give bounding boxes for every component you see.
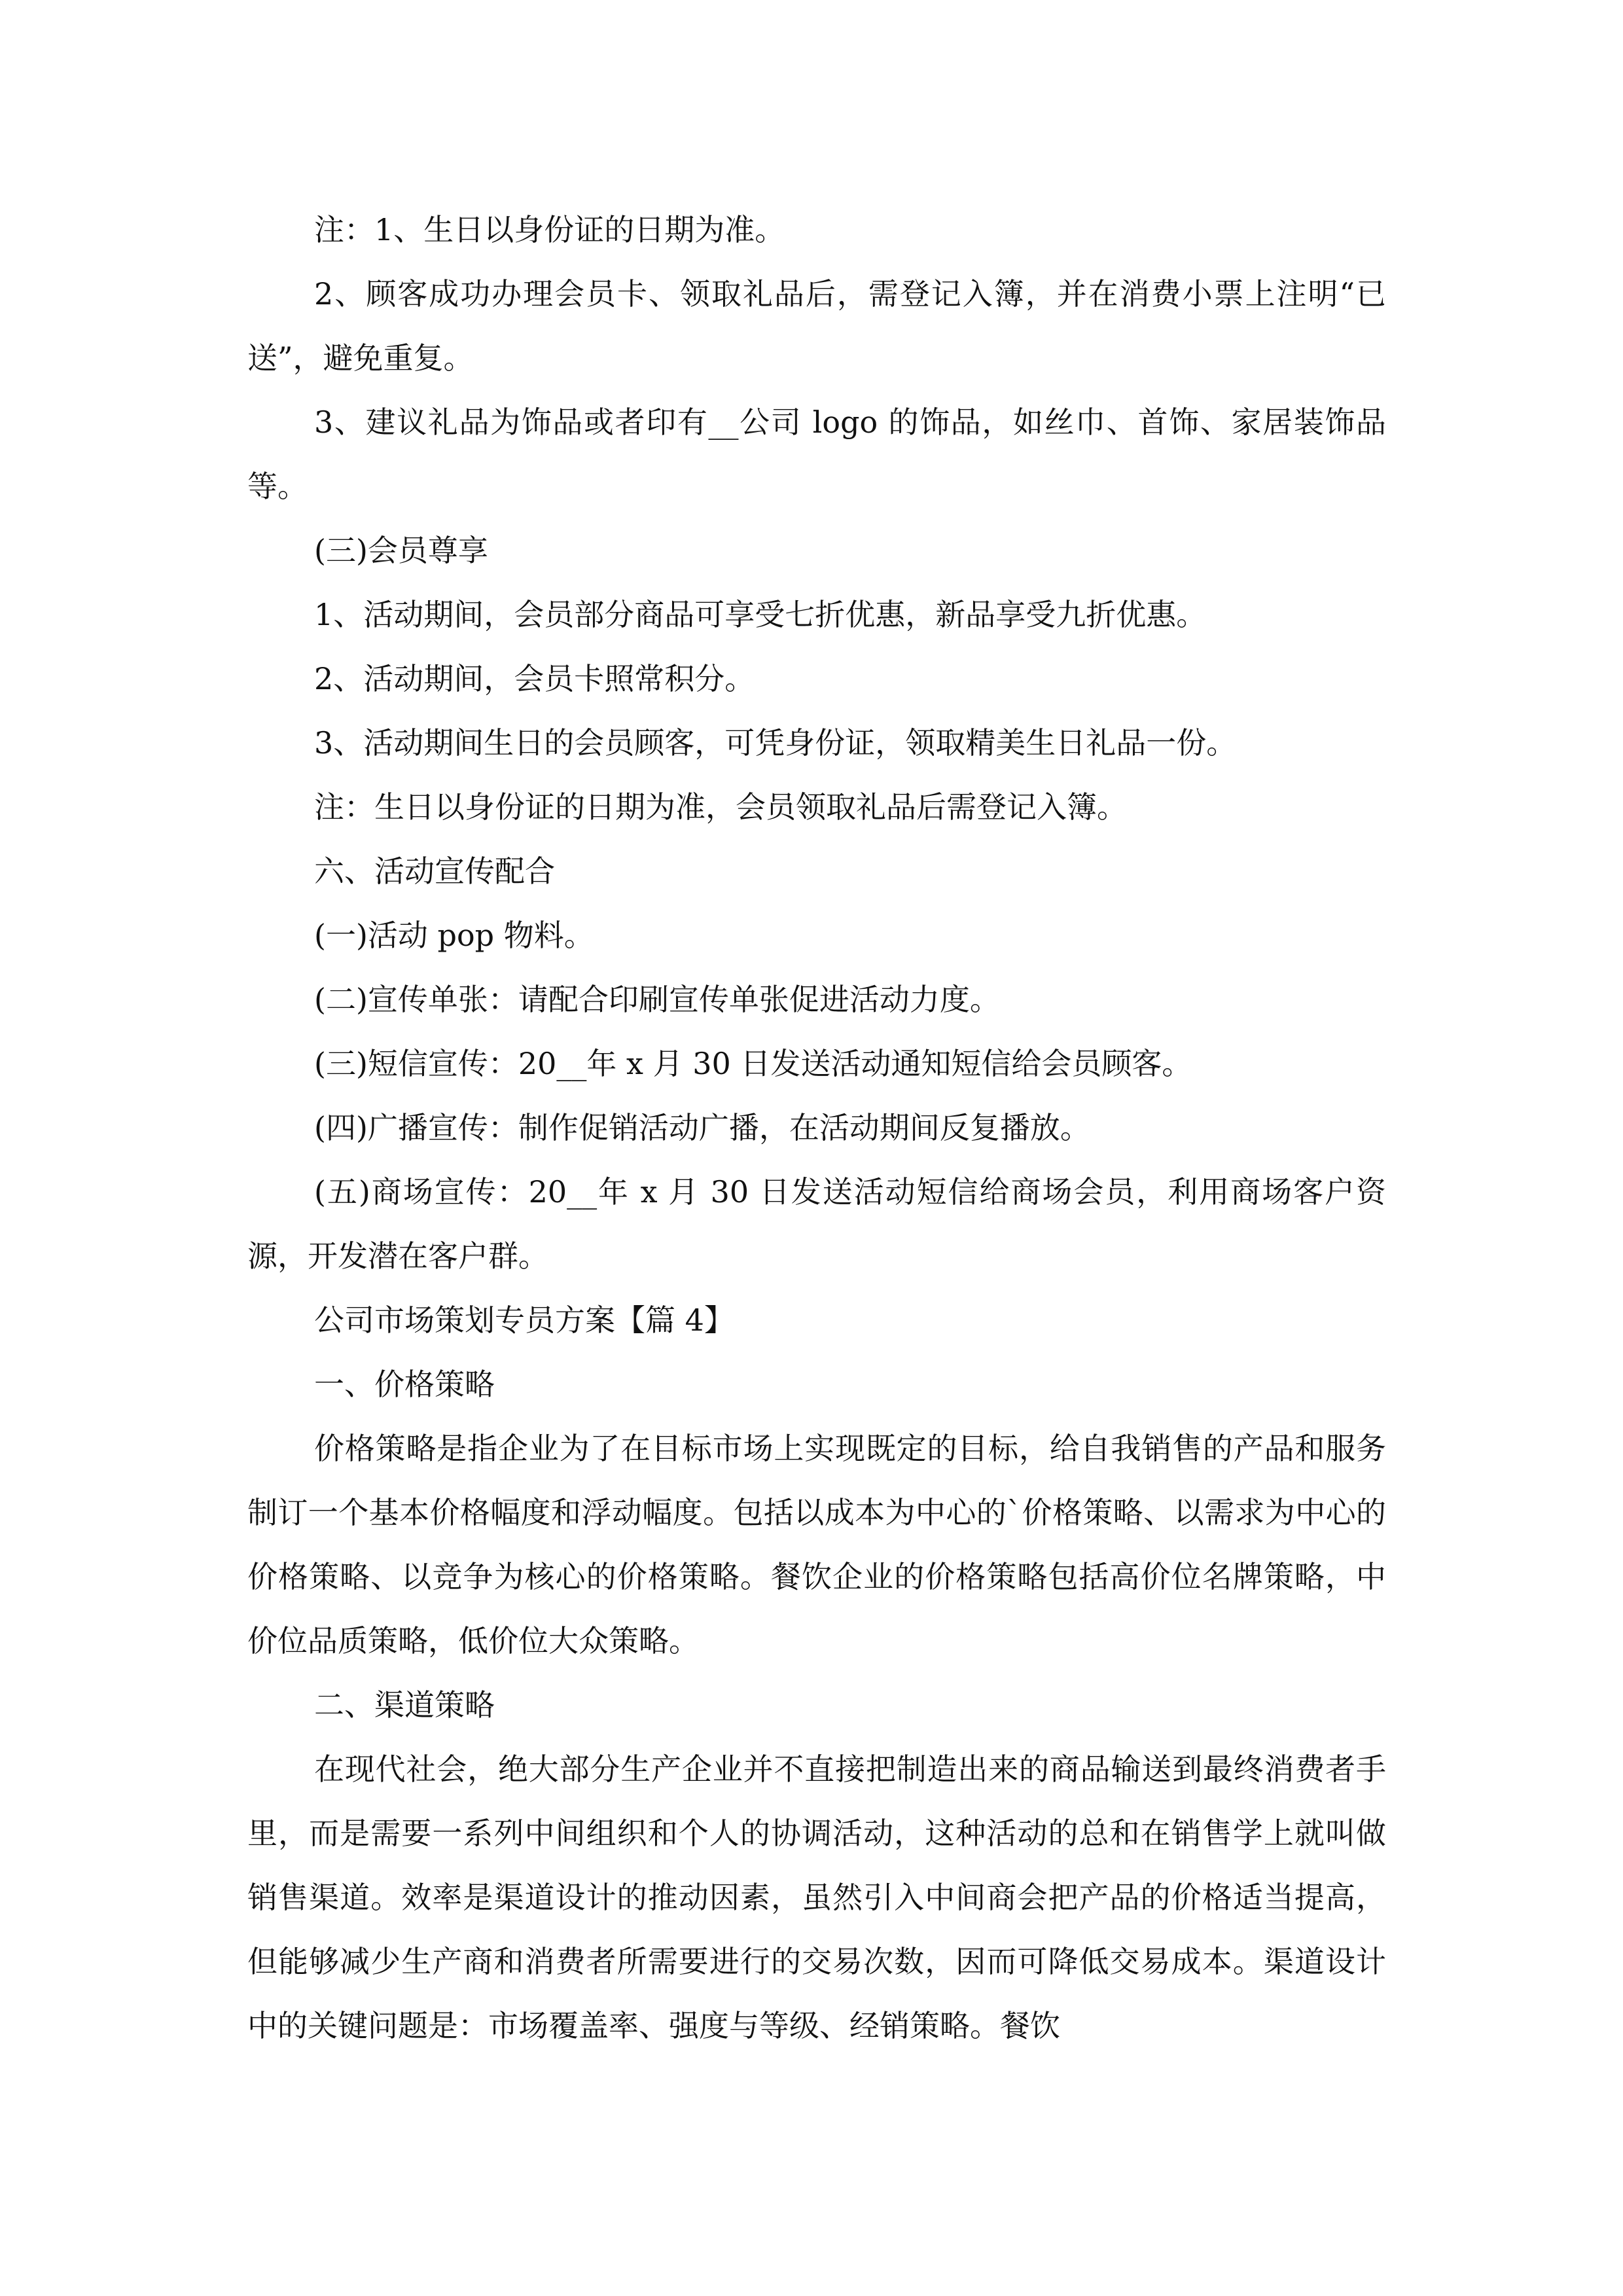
member-benefit-1: 1、活动期间，会员部分商品可享受七折优惠，新品享受九折优惠。 — [314, 597, 1207, 632]
promotion-item-5: (五)商场宣传：20__年 x 月 30 日发送活动短信给商场会员，利用商场客户资源，开发潜在客户群。 — [247, 1174, 1386, 1274]
document-body — [247, 198, 1386, 2058]
member-benefit-note: 注：生日以身份证的日期为准，会员领取礼品后需登记入簿。 — [314, 789, 1127, 825]
channel-strategy-paragraph: 在现代社会，绝大部分生产企业并不直接把制造出来的商品输送到最终消费者手里，而是需要一系列中间组织和个人的协调活动，这种活动的总和在销售学上就叫做销售渠道。效率是渠道设计的推动因素，虽然引入中间商会把产品的价格适当提高，但能够减少生产商和消费者所需要进行的交易次数，因而可降低交易成本。渠道设计中的关键问题是：市场覆盖率、强度与等级、经销策略。餐饮 — [247, 1751, 1386, 2043]
member-benefit-2: 2、活动期间，会员卡照常积分。 — [314, 661, 755, 696]
note-paragraph-3: 3、建议礼品为饰品或者印有__公司 logo 的饰品，如丝巾、首饰、家居装饰品等。 — [247, 404, 1386, 504]
member-benefit-3: 3、活动期间生日的会员顾客，可凭身份证，领取精美生日礼品一份。 — [314, 725, 1237, 761]
promotion-item-3: (三)短信宣传：20__年 x 月 30 日发送活动通知短信给会员顾客。 — [314, 1046, 1192, 1081]
section-heading-price-strategy: 一、价格策略 — [314, 1367, 495, 1402]
section-heading-promotion: 六、活动宣传配合 — [314, 853, 555, 889]
section-heading-channel-strategy: 二、渠道策略 — [314, 1687, 495, 1723]
section-heading-member-benefits: (三)会员尊享 — [314, 533, 488, 568]
article-title-part-4: 公司市场策划专员方案【篇 4】 — [314, 1302, 734, 1338]
promotion-item-1: (一)活动 pop 物料。 — [314, 918, 594, 953]
note-paragraph-2: 2、顾客成功办理会员卡、领取礼品后，需登记入簿，并在消费小票上注明“已送”，避免重复。 — [247, 276, 1386, 376]
note-paragraph-1: 注：1、生日以身份证的日期为准。 — [314, 212, 785, 247]
promotion-item-2: (二)宣传单张：请配合印刷宣传单张促进活动力度。 — [314, 982, 1000, 1017]
promotion-item-4: (四)广播宣传：制作促销活动广播，在活动期间反复播放。 — [314, 1110, 1090, 1145]
price-strategy-paragraph: 价格策略是指企业为了在目标市场上实现既定的目标，给自我销售的产品和服务制订一个基本价格幅度和浮动幅度。包括以成本为中心的`价格策略、以需求为中心的价格策略、以竞争为核心的价格策略。餐饮企业的价格策略包括高价位名牌策略，中价位品质策略，低价位大众策略。 — [247, 1431, 1386, 1659]
